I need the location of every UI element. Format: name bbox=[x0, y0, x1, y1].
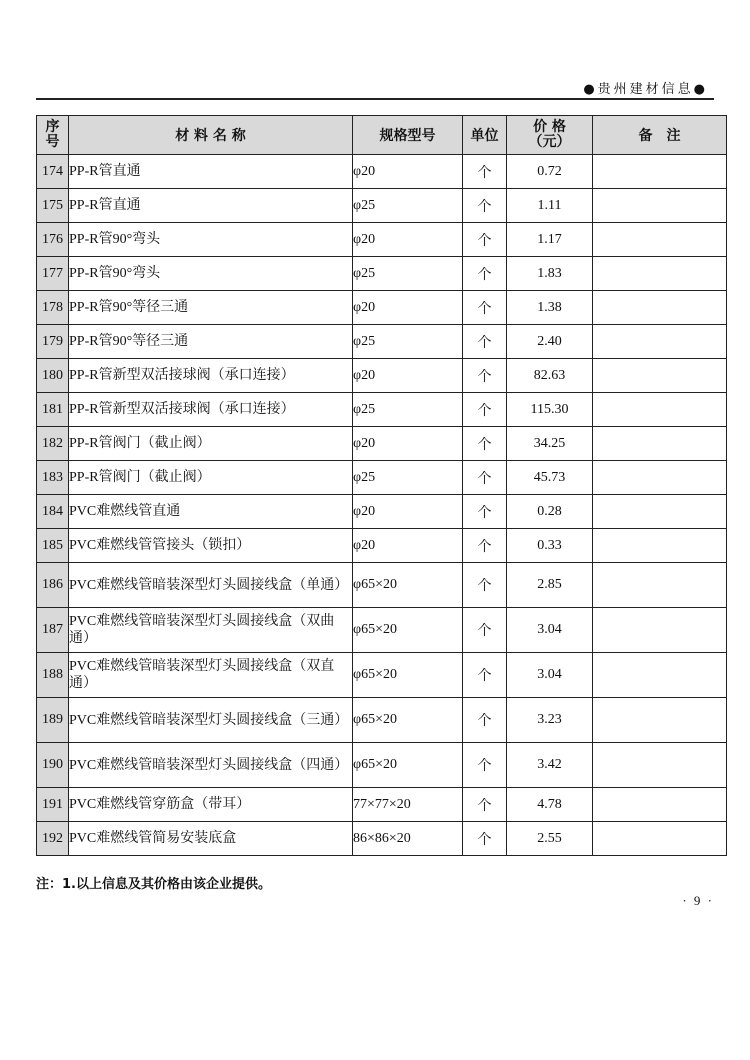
header-no: 序 号 bbox=[37, 116, 69, 155]
table-row bbox=[37, 427, 727, 461]
cell-name: PP-R管90°弯头 bbox=[69, 257, 353, 291]
cell-name: PVC难燃线管暗装深型灯头圆接线盒（双直通） bbox=[69, 653, 353, 698]
cell-no: 177 bbox=[37, 257, 69, 291]
table-row bbox=[37, 393, 727, 427]
cell-spec: φ65×20 bbox=[353, 743, 463, 788]
cell-price: 3.04 bbox=[507, 653, 593, 698]
footnote: 注：1.以上信息及其价格由该企业提供。 bbox=[36, 877, 271, 892]
cell-no: 186 bbox=[37, 563, 69, 608]
header-unit: 单位 bbox=[463, 116, 507, 155]
cell-name: PP-R管新型双活接球阀（承口连接） bbox=[69, 359, 353, 393]
cell-remark bbox=[593, 461, 727, 495]
cell-name: PP-R管直通 bbox=[69, 189, 353, 223]
cell-unit: 个 bbox=[463, 359, 507, 393]
cell-unit: 个 bbox=[463, 653, 507, 698]
table-row bbox=[37, 743, 727, 788]
cell-price: 3.04 bbox=[507, 608, 593, 653]
cell-unit: 个 bbox=[463, 529, 507, 563]
table-row bbox=[37, 698, 727, 743]
table-row bbox=[37, 529, 727, 563]
cell-spec: φ25 bbox=[353, 393, 463, 427]
cell-no: 192 bbox=[37, 822, 69, 856]
cell-no: 180 bbox=[37, 359, 69, 393]
cell-remark bbox=[593, 788, 727, 822]
cell-no: 178 bbox=[37, 291, 69, 325]
cell-name: PVC难燃线管简易安装底盒 bbox=[69, 822, 353, 856]
cell-price: 1.11 bbox=[507, 189, 593, 223]
table-row bbox=[37, 788, 727, 822]
cell-price: 0.28 bbox=[507, 495, 593, 529]
cell-name: PVC难燃线管暗装深型灯头圆接线盒（双曲通） bbox=[69, 608, 353, 653]
cell-remark bbox=[593, 653, 727, 698]
cell-price: 45.73 bbox=[507, 461, 593, 495]
cell-price: 82.63 bbox=[507, 359, 593, 393]
table-row bbox=[37, 325, 727, 359]
cell-spec: φ65×20 bbox=[353, 563, 463, 608]
cell-unit: 个 bbox=[463, 223, 507, 257]
cell-spec: φ20 bbox=[353, 495, 463, 529]
header-spec: 规格型号 bbox=[353, 116, 463, 155]
cell-spec: φ25 bbox=[353, 257, 463, 291]
table-row bbox=[37, 653, 727, 698]
cell-remark bbox=[593, 427, 727, 461]
cell-name: PVC难燃线管直通 bbox=[69, 495, 353, 529]
cell-remark bbox=[593, 257, 727, 291]
cell-no: 183 bbox=[37, 461, 69, 495]
cell-no: 188 bbox=[37, 653, 69, 698]
cell-unit: 个 bbox=[463, 291, 507, 325]
cell-name: PP-R管新型双活接球阀（承口连接） bbox=[69, 393, 353, 427]
cell-remark bbox=[593, 325, 727, 359]
cell-price: 1.17 bbox=[507, 223, 593, 257]
cell-name: PP-R管90°等径三通 bbox=[69, 325, 353, 359]
cell-no: 190 bbox=[37, 743, 69, 788]
cell-unit: 个 bbox=[463, 608, 507, 653]
cell-unit: 个 bbox=[463, 495, 507, 529]
cell-remark bbox=[593, 155, 727, 189]
header-title: ●贵州建材信息● bbox=[583, 82, 708, 97]
table-row bbox=[37, 359, 727, 393]
cell-name: PP-R管90°等径三通 bbox=[69, 291, 353, 325]
cell-unit: 个 bbox=[463, 461, 507, 495]
cell-spec: φ25 bbox=[353, 461, 463, 495]
cell-unit: 个 bbox=[463, 325, 507, 359]
cell-spec: φ65×20 bbox=[353, 698, 463, 743]
cell-price: 115.30 bbox=[507, 393, 593, 427]
cell-spec: φ20 bbox=[353, 359, 463, 393]
table-row bbox=[37, 189, 727, 223]
table-row bbox=[37, 822, 727, 856]
price-table bbox=[36, 115, 727, 856]
cell-spec: φ20 bbox=[353, 529, 463, 563]
page-header bbox=[36, 60, 714, 100]
table-row bbox=[37, 563, 727, 608]
table-row bbox=[37, 223, 727, 257]
cell-unit: 个 bbox=[463, 427, 507, 461]
cell-name: PP-R管直通 bbox=[69, 155, 353, 189]
cell-no: 174 bbox=[37, 155, 69, 189]
cell-price: 2.40 bbox=[507, 325, 593, 359]
cell-name: PVC难燃线管暗装深型灯头圆接线盒（四通） bbox=[69, 743, 353, 788]
cell-remark bbox=[593, 495, 727, 529]
table-row bbox=[37, 461, 727, 495]
cell-no: 184 bbox=[37, 495, 69, 529]
cell-price: 1.83 bbox=[507, 257, 593, 291]
cell-unit: 个 bbox=[463, 257, 507, 291]
cell-price: 0.72 bbox=[507, 155, 593, 189]
cell-remark bbox=[593, 743, 727, 788]
cell-spec: φ65×20 bbox=[353, 653, 463, 698]
cell-remark bbox=[593, 189, 727, 223]
cell-remark bbox=[593, 698, 727, 743]
cell-no: 176 bbox=[37, 223, 69, 257]
cell-remark bbox=[593, 291, 727, 325]
cell-name: PVC难燃线管暗装深型灯头圆接线盒（三通） bbox=[69, 698, 353, 743]
cell-no: 185 bbox=[37, 529, 69, 563]
cell-name: PP-R管90°弯头 bbox=[69, 223, 353, 257]
cell-remark bbox=[593, 223, 727, 257]
table-row bbox=[37, 257, 727, 291]
cell-spec: φ25 bbox=[353, 325, 463, 359]
table-row bbox=[37, 291, 727, 325]
header-remark: 备 注 bbox=[593, 116, 727, 155]
cell-price: 3.23 bbox=[507, 698, 593, 743]
cell-price: 0.33 bbox=[507, 529, 593, 563]
cell-price: 2.55 bbox=[507, 822, 593, 856]
cell-name: PVC难燃线管穿筋盒（带耳） bbox=[69, 788, 353, 822]
cell-unit: 个 bbox=[463, 743, 507, 788]
cell-no: 189 bbox=[37, 698, 69, 743]
cell-price: 1.38 bbox=[507, 291, 593, 325]
cell-spec: φ25 bbox=[353, 189, 463, 223]
cell-unit: 个 bbox=[463, 563, 507, 608]
cell-name: PVC难燃线管暗装深型灯头圆接线盒（单通） bbox=[69, 563, 353, 608]
cell-unit: 个 bbox=[463, 393, 507, 427]
cell-no: 187 bbox=[37, 608, 69, 653]
cell-price: 3.42 bbox=[507, 743, 593, 788]
cell-remark bbox=[593, 393, 727, 427]
cell-remark bbox=[593, 529, 727, 563]
table-row bbox=[37, 155, 727, 189]
cell-unit: 个 bbox=[463, 189, 507, 223]
table-row bbox=[37, 608, 727, 653]
cell-remark bbox=[593, 359, 727, 393]
page-number: · 9 · bbox=[682, 893, 714, 908]
cell-name: PVC难燃线管管接头（锁扣） bbox=[69, 529, 353, 563]
cell-price: 4.78 bbox=[507, 788, 593, 822]
cell-unit: 个 bbox=[463, 698, 507, 743]
cell-unit: 个 bbox=[463, 822, 507, 856]
header-name: 材 料 名 称 bbox=[69, 116, 353, 155]
cell-no: 182 bbox=[37, 427, 69, 461]
cell-no: 191 bbox=[37, 788, 69, 822]
cell-spec: φ65×20 bbox=[353, 608, 463, 653]
header-price: 价 格 （元） bbox=[507, 116, 593, 155]
cell-spec: φ20 bbox=[353, 427, 463, 461]
cell-no: 179 bbox=[37, 325, 69, 359]
cell-spec: φ20 bbox=[353, 155, 463, 189]
cell-remark bbox=[593, 822, 727, 856]
cell-spec: 77×77×20 bbox=[353, 788, 463, 822]
cell-price: 34.25 bbox=[507, 427, 593, 461]
cell-remark bbox=[593, 608, 727, 653]
cell-spec: φ20 bbox=[353, 223, 463, 257]
cell-spec: 86×86×20 bbox=[353, 822, 463, 856]
cell-name: PP-R管阀门（截止阀） bbox=[69, 427, 353, 461]
cell-remark bbox=[593, 563, 727, 608]
table-row bbox=[37, 495, 727, 529]
cell-spec: φ20 bbox=[353, 291, 463, 325]
cell-unit: 个 bbox=[463, 788, 507, 822]
cell-unit: 个 bbox=[463, 155, 507, 189]
header-rule bbox=[36, 98, 714, 100]
cell-price: 2.85 bbox=[507, 563, 593, 608]
cell-name: PP-R管阀门（截止阀） bbox=[69, 461, 353, 495]
cell-no: 181 bbox=[37, 393, 69, 427]
cell-no: 175 bbox=[37, 189, 69, 223]
table-header-row bbox=[37, 116, 727, 155]
